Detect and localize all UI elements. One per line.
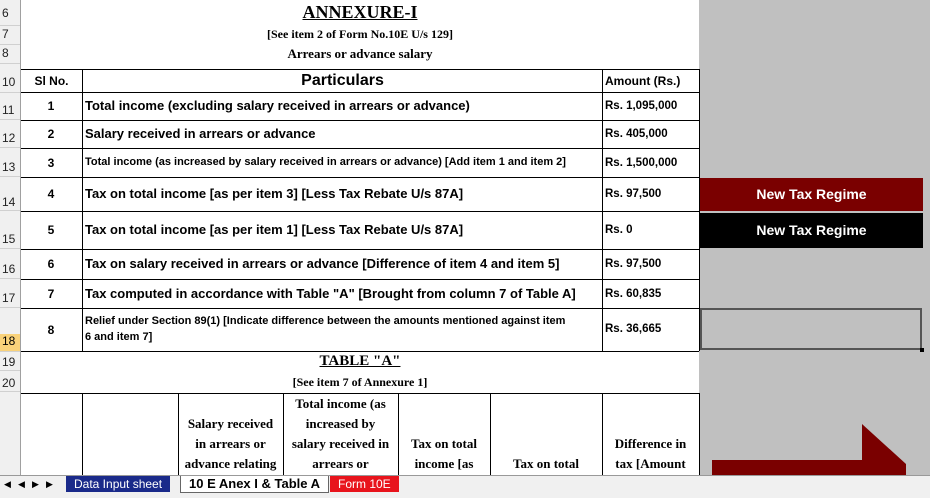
first-sheet-icon[interactable]: ◀ (4, 479, 11, 489)
grid-line (602, 69, 603, 351)
annexure-subtitle: [See item 2 of Form No.10E U/s 129] (267, 27, 453, 41)
row-particulars: Tax computed in accordance with Table "A" [Brought from column 7 of Table A] (85, 286, 576, 301)
table-a-col6 (490, 454, 602, 474)
annexure-title: ANNEXURE-I (302, 2, 418, 22)
grid-line (699, 393, 700, 475)
row-amount: Rs. 1,095,000 (605, 100, 678, 112)
col7-line: Difference in (614, 436, 687, 451)
row-particulars: Total income (as increased by salary received in arrears or advance) [Add item 1 and item 2] (85, 156, 566, 168)
row-number[interactable]: 11 (0, 103, 20, 120)
tab-form-10e[interactable]: Form 10E (330, 476, 399, 492)
col5-line: Tax on total (411, 436, 477, 451)
col4-line: salary received in (291, 436, 390, 451)
col3-line: in arrears or (195, 436, 266, 451)
selected-cell[interactable] (700, 308, 922, 350)
row-number[interactable]: 7 (0, 27, 20, 45)
col7-line: tax [Amount (615, 456, 686, 471)
row-amount: Rs. 97,500 (605, 258, 662, 270)
row-sl: 4 (47, 187, 55, 201)
row-amount: Rs. 1,500,000 (605, 157, 678, 169)
row-number[interactable]: 15 (0, 232, 20, 249)
col5-line: income [as (414, 456, 474, 471)
row-amount: Rs. 0 (605, 224, 633, 236)
row-number[interactable]: 12 (0, 131, 20, 148)
last-sheet-icon[interactable]: ▶ (46, 479, 53, 489)
grid-line (21, 308, 699, 309)
col6-line: Tax on total (513, 456, 579, 471)
header-particulars: Particulars (301, 72, 384, 89)
grid-line (21, 351, 699, 352)
grid-line (21, 211, 699, 212)
fill-handle[interactable] (920, 348, 924, 352)
arrow-shape-icon[interactable] (712, 424, 906, 475)
col4-line: arrears or (312, 456, 369, 471)
row-particulars: Tax on total income [as per item 3] [Less Tax Rebate U/s 87A] (85, 186, 464, 201)
grid-line (21, 92, 699, 93)
row-number-selected[interactable]: 18 (0, 334, 20, 352)
row-amount: Rs. 405,000 (605, 128, 668, 140)
row-amount: Rs. 36,665 (605, 323, 662, 335)
row-number[interactable]: 17 (0, 291, 20, 308)
row-sl: 3 (47, 156, 55, 170)
row-particulars: Tax on total income [as per item 1] [Less Tax Rebate U/s 87A] (85, 222, 464, 237)
row-sl: 7 (47, 287, 55, 301)
tab-data-input-sheet[interactable]: Data Input sheet (66, 476, 170, 492)
row-number[interactable]: 8 (0, 46, 20, 64)
header-amount: Amount (Rs.) (605, 74, 681, 88)
grid-line (21, 249, 699, 250)
grid-line (21, 177, 699, 178)
col3-line: Salary received (187, 416, 274, 431)
row-particulars: Total income (excluding salary received in arrears or advance) (85, 98, 470, 113)
table-a-subtitle: [See item 7 of Annexure 1] (292, 375, 428, 389)
col4-line: increased by (305, 416, 376, 431)
row-number[interactable]: 6 (0, 6, 20, 26)
row-header-column (0, 0, 21, 475)
grid-line (21, 69, 699, 70)
grid-line (21, 148, 699, 149)
next-sheet-icon[interactable]: ▶ (32, 479, 39, 489)
row-sl: 6 (47, 257, 55, 271)
row-sl: 5 (47, 223, 55, 237)
row-sl: 8 (47, 323, 55, 337)
row-number[interactable]: 16 (0, 262, 20, 279)
header-sl-no: Sl No. (34, 74, 69, 88)
row-number[interactable]: 10 (0, 75, 20, 93)
grid-line (82, 69, 83, 351)
table-a-col3 (178, 414, 283, 474)
row-particulars: Salary received in arrears or advance (85, 126, 316, 141)
col4-line: Total income (as (295, 396, 386, 411)
table-a-col7 (602, 434, 699, 474)
tab-10e-anex[interactable]: 10 E Anex I & Table A (180, 476, 329, 493)
row-number[interactable]: 19 (0, 355, 20, 371)
grid-line (82, 393, 83, 475)
row-amount: Rs. 60,835 (605, 288, 662, 300)
table-a-col4 (283, 394, 398, 474)
table-a-col5 (398, 434, 490, 474)
row-amount: Rs. 97,500 (605, 188, 662, 200)
col3-line: advance relating (184, 456, 277, 471)
row-number[interactable]: 20 (0, 376, 20, 392)
row-number[interactable]: 13 (0, 160, 20, 177)
new-tax-regime-button[interactable]: New Tax Regime (700, 178, 923, 211)
row-sl: 1 (47, 99, 55, 113)
row-particulars: Tax on salary received in arrears or advance [Difference of item 4 and item 5] (85, 256, 560, 271)
row-number[interactable]: 14 (0, 195, 20, 211)
grid-line (21, 279, 699, 280)
annexure-subtitle2: Arrears or advance salary (287, 46, 433, 61)
row-sl: 2 (47, 127, 55, 141)
prev-sheet-icon[interactable]: ◀ (18, 479, 25, 489)
row-particulars-line2: 6 and item 7] (85, 331, 153, 343)
table-a-title: TABLE "A" (319, 353, 401, 369)
new-tax-regime-button-2[interactable]: New Tax Regime (700, 213, 923, 248)
row-particulars-line1: Relief under Section 89(1) [Indicate difference between the amounts mentioned against item (85, 315, 566, 327)
sheet-tab-bar (0, 475, 930, 498)
grid-line (21, 120, 699, 121)
